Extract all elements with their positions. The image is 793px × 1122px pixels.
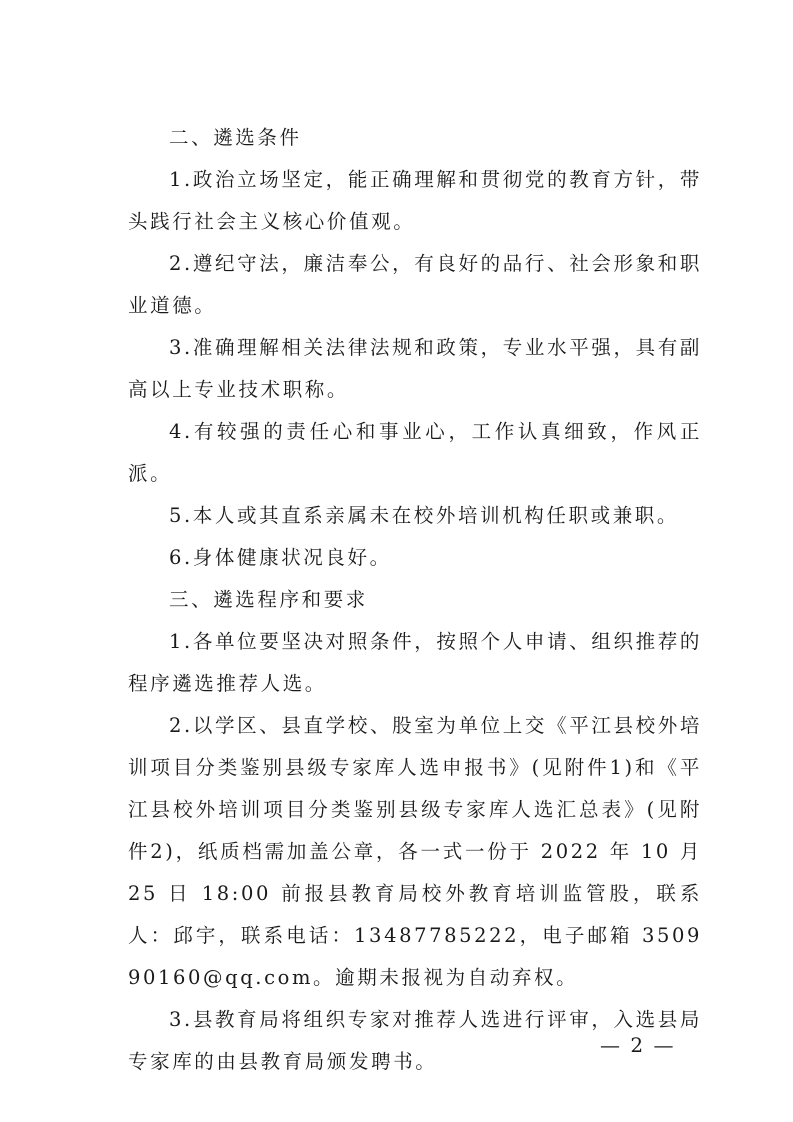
- list-item: 1.政治立场坚定，能正确理解和贯彻党的教育方针，带头践行社会主义核心价值观。: [128, 168, 702, 233]
- list-item: 3.县教育局将组织专家对推荐人选进行评审，入选县局专家库的由县教育局颁发聘书。: [128, 1008, 702, 1073]
- list-item: 1.各单位要坚决对照条件，按照个人申请、组织推荐的程序遴选推荐人选。: [128, 630, 702, 695]
- list-item: 6.身体健康状况良好。: [169, 546, 392, 569]
- list-item: 5.本人或其直系亲属未在校外培训机构任职或兼职。: [169, 504, 680, 527]
- list-item: 2.遵纪守法，廉洁奉公，有良好的品行、社会形象和职业道德。: [128, 252, 702, 317]
- list-item: 4.有较强的责任心和事业心，工作认真细致，作风正派。: [128, 420, 702, 485]
- section-heading: 二、遴选条件: [169, 126, 302, 149]
- list-item: 2.以学区、县直学校、股室为单位上交《平江县校外培训项目分类鉴别县级专家库人选申报书》(见附件1)和《平江县校外培训项目分类鉴别县级专家库人选汇总表》(见附件2)，纸质档需加盖公章，各一式一份于 2022 年 10 月 25 日 18:00 前报县教育局校外教育培训监管股，联系人：邱宇，联系电话：13487785222，电子邮箱 350990160@qq.com。逾期未报视为自动弃权。: [128, 714, 702, 989]
- page-number: — 2 —: [600, 1033, 676, 1057]
- section-heading: 三、遴选程序和要求: [169, 588, 368, 611]
- document-body: [128, 117, 702, 1083]
- list-item: 3.准确理解相关法律法规和政策，专业水平强，具有副高以上专业技术职称。: [128, 336, 702, 401]
